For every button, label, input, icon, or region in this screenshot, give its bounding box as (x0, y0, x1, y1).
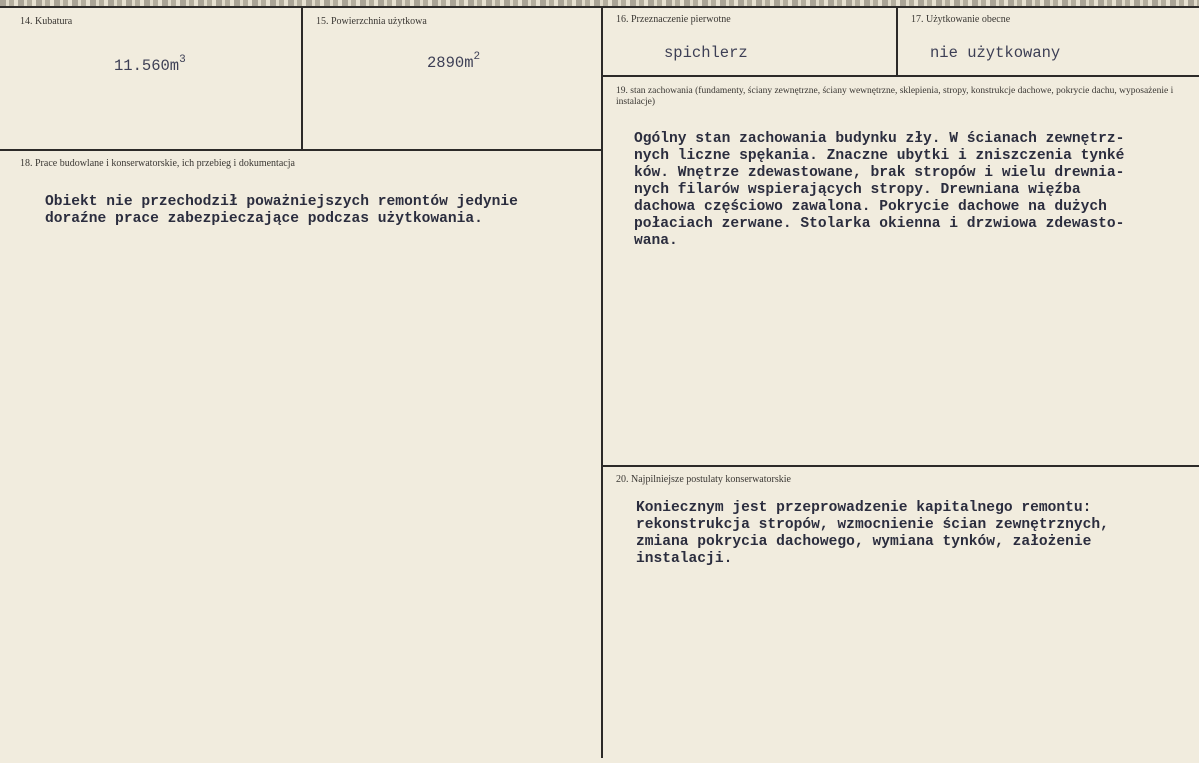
field-16-label: 16. Przeznaczenie pierwotne (616, 14, 731, 25)
area-value: 2890m (427, 54, 474, 72)
divider-main (601, 6, 603, 758)
text-line: dachowa częściowo zawalona. Pokrycie dachowe na dużych (634, 199, 1107, 215)
field-18-label: 18. Prace budowlane i konserwatorskie, ich przebieg i dokumentacja (20, 158, 295, 169)
text-line: Koniecznym jest przeprowadzenie kapitalnego remontu: (636, 500, 1092, 516)
text-line: nych liczne spękania. Znaczne ubytki i zniszczenia tynké (634, 148, 1125, 164)
field-17-value: nie użytkowany (930, 44, 1061, 62)
text-line: rekonstrukcja stropów, wzmocnienie ścian zewnętrznych, (636, 517, 1109, 533)
field-19-label: 19. stan zachowania (fundamenty, ściany zewnętrzne, ściany wewnętrzne, sklepienia, stropy, konstrukcje dachowe, pokrycie dachu, wyposażenie i instalacje) (616, 86, 1174, 107)
field-16-value: spichlerz (664, 44, 748, 62)
field-14-value (114, 54, 186, 75)
text-line: ków. Wnętrze zdewastowane, brak stropów i wielu drewnia- (634, 165, 1125, 181)
text-line: połaciach zerwane. Stolarka okienna i drzwiowa zdewasto- (634, 216, 1125, 232)
field-20-label: 20. Najpilniejsze postulaty konserwatorskie (616, 474, 791, 485)
rule-under-14-15 (0, 149, 602, 151)
divider-16-17 (896, 6, 898, 76)
text-line: doraźne prace zabezpieczające podczas użytkowania. (45, 211, 483, 227)
text-line: Ogólny stan zachowania budynku zły. W ścianach zewnętrz- (634, 131, 1125, 147)
top-border (0, 6, 1199, 8)
cubature-exponent: 3 (179, 54, 186, 66)
area-exponent: 2 (473, 51, 481, 63)
text-line: nych filarów wspierających stropy. Drewniana więźba (634, 182, 1081, 198)
field-20-text (636, 500, 1109, 568)
field-14-label: 14. Kubatura (20, 16, 73, 27)
field-19-text (634, 131, 1124, 250)
text-line: wana. (634, 233, 678, 249)
text-line: zmiana pokrycia dachowego, wymiana tynków, założenie (636, 534, 1092, 550)
text-line: Obiekt nie przechodził poważniejszych remontów jedynie (45, 194, 518, 210)
field-18-text (45, 194, 518, 228)
rule-above-20 (602, 465, 1199, 467)
divider-14-15 (301, 6, 303, 150)
cubature-value: 11.560m (114, 57, 180, 75)
field-17-label: 17. Użytkowanie obecne (911, 14, 1011, 25)
field-15-label: 15. Powierzchnia użytkowa (316, 16, 427, 27)
text-line: instalacji. (636, 551, 733, 567)
rule-under-16-17 (602, 75, 1199, 77)
field-15-value (427, 51, 480, 72)
